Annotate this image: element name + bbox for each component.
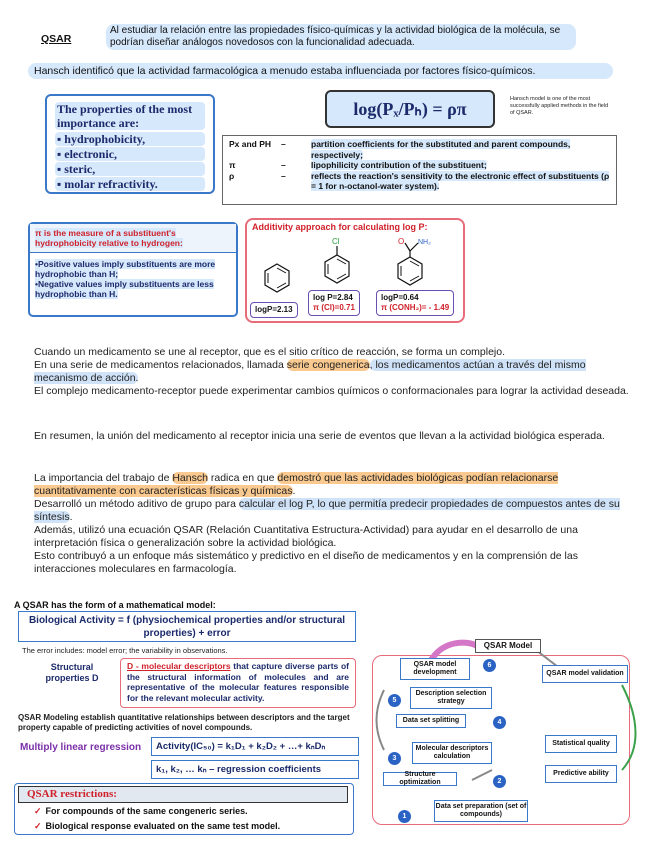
definition-key: Px and PH (229, 139, 272, 149)
paragraph-text: . (292, 485, 296, 497)
descriptor-box (120, 658, 356, 708)
activity-equation: Activity(IC₅₀) = k₁D₁ + k₂D₂ + …+ kₙDₙ (151, 737, 359, 756)
pi-positive (35, 259, 231, 279)
chlorine-pi: π (Cl)=0.71 (313, 303, 355, 312)
restriction-item (34, 821, 280, 832)
check-icon: ✓ (34, 821, 42, 831)
paragraph-line (34, 498, 629, 524)
step-number: 5 (388, 694, 401, 707)
benzene-structure (262, 262, 292, 294)
paragraph-line (34, 472, 629, 498)
paragraph-block-2 (34, 430, 629, 443)
restrictions-heading: QSAR restrictions: (18, 786, 348, 803)
definition-value: reflects the reaction's sensitivity to the electronic effect of substituents (ρ = 1 for n-octanol-water system). (311, 170, 610, 191)
chlorobenzene-logp-box (308, 290, 360, 316)
pi-title-text: π is the measure of a substituent's hydrophobicity relative to hydrogen: (35, 228, 183, 248)
definition-value: partition coefficients for the substituted and parent compounds, respectively; (311, 139, 571, 160)
step-number: 1 (398, 810, 411, 823)
restriction-text: Biological response evaluated on the same test model. (45, 821, 281, 831)
paragraph-text: , los medicamentos actúan a través del mismo mecanismo de acción. (34, 359, 586, 384)
benzene-logp: logP=2.13 (255, 305, 293, 314)
paragraph-line: Esto contribuyó a un enfoque más sistemático y predictivo en el diseño de medicamentos y en la comprensión de las interacciones moleculares en farmacología. (34, 550, 578, 575)
pi-definition-box (28, 222, 238, 317)
restriction-text: For compounds of the same congeneric series. (45, 806, 248, 816)
definition-value-wrap (311, 139, 610, 160)
definition-dash: – (281, 160, 286, 170)
benzene-logp-box (250, 302, 298, 318)
mlr-label: Multiply linear regression (20, 742, 142, 753)
definition-dash: – (281, 170, 286, 181)
predictive-ability-node: Predictive ability (545, 765, 617, 783)
step-number: 3 (388, 752, 401, 765)
additivity-title: Additivity approach for calculating log P: (252, 222, 428, 232)
amine-label: NH₂ (418, 239, 431, 246)
paragraph-line (34, 359, 629, 385)
paragraph-line: Cuando un medicamento se une al receptor, que es el sitio crítico de reacción, se forma un complejo. (34, 346, 506, 358)
definitions-box (222, 135, 617, 205)
paragraph-line: El complejo medicamento-receptor puede experimentar cambios químicos o conformacionales para lograr la actividad deseada. (34, 385, 629, 397)
pi-negative (35, 279, 231, 299)
model-validation-node: QSAR model validation (542, 665, 628, 683)
properties-box (45, 94, 215, 194)
pi-negative-text: •Negative values imply substituents are less hydrophobic than H. (35, 279, 214, 299)
definition-key: ρ (229, 170, 235, 181)
equation-note: Hansch model is one of the most successfully applied methods in the field of QSAR. (510, 96, 609, 116)
error-note: The error includes: model error; the variability in observations. (22, 646, 228, 655)
qsar-heading: QSAR (41, 33, 72, 45)
pi-positive-text: •Positive values imply substituents are more hydrophobic than H; (35, 259, 216, 279)
property-item: ▪ electronic, (55, 147, 205, 161)
structure-optimization-node: Structure optimization (383, 772, 457, 786)
definition-row (229, 160, 610, 171)
highlight-demonstrated: demostró que las actividades biológicas podían relacionarse cuantitativamente con características físicas y químicas (34, 472, 559, 497)
data-preparation-node: Data set preparation (set of compounds) (434, 800, 528, 822)
restriction-item (34, 806, 248, 817)
model-form-heading: A QSAR has the form of a mathematical model: (14, 600, 216, 610)
bioactivity-equation: Biological Activity = f (physiochemical properties and/or structural properties) + error (18, 611, 356, 642)
chlorine-label: Cl (332, 237, 340, 246)
structural-properties-label: Structural properties D (45, 662, 99, 683)
modeling-statement: QSAR Modeling establish quantitative relationships between descriptors and the target property capable of predicting activities of novel compounds. (18, 713, 350, 732)
benzamide-logp-box (376, 290, 454, 316)
paragraph-text: En una serie de medicamentos relacionados, llamada (34, 359, 287, 371)
paragraph-line: Además, utilizó una ecuación QSAR (Relación Cuantitativa Estructura-Actividad) para ayudar en el desarrollo de una interpretación física o generalización sobre la actividad biológica. (34, 524, 578, 549)
property-item: ▪ molar refractivity. (55, 177, 205, 191)
highlight-congeneric: serie congenerica (286, 359, 370, 371)
properties-list (55, 132, 205, 191)
property-item: ▪ steric, (55, 162, 205, 176)
conh2-pi: π (CONH₂)= - 1.49 (381, 303, 450, 312)
definition-row (229, 171, 610, 192)
oxygen-label: O (398, 237, 405, 246)
definition-key: π (229, 160, 236, 170)
step-number: 6 (483, 659, 496, 672)
qsar-model-node: QSAR Model (475, 639, 541, 653)
descriptor-text: that capture diverse parts of the structural information of molecules and are representative of the molecular features responsible for the relevant molecular activity. (127, 661, 349, 703)
chlorobenzene-structure (320, 235, 354, 287)
paragraph-text: Desarrolló un método aditivo de grupo para (34, 498, 239, 510)
statistical-quality-node: Statistical quality (545, 735, 617, 753)
step-number: 2 (493, 775, 506, 788)
hansch-statement: Hansch identificó que la actividad farmacológica a menudo estaba influenciada por factores físico-químicos. (28, 63, 613, 79)
paragraph-text: La importancia del trabajo de (34, 472, 173, 484)
benzamide-logp: logP=0.64 (381, 293, 419, 302)
definition-value-wrap (311, 160, 610, 171)
property-item: ▪ hydrophobicity, (55, 132, 205, 146)
descriptor-calc-node: Molecular descriptors calculation (412, 742, 492, 764)
benzamide-structure (392, 235, 442, 287)
definition-value: lipophilicity contribution of the substituent; (311, 160, 487, 170)
paragraph-block-3 (34, 472, 629, 576)
paragraph-text: radica en que (207, 472, 278, 484)
properties-heading: The properties of the most importance are: (55, 102, 205, 130)
descriptor-selection-node: Description selection strategy (410, 687, 492, 709)
pi-title (30, 224, 236, 253)
data-splitting-node: Data set splitting (396, 714, 466, 728)
chlorobenzene-logp: log P=2.84 (313, 293, 353, 302)
highlight-hansch: Hansch (172, 472, 208, 484)
paragraph-line: En resumen, la unión del medicamento al receptor inicia una serie de eventos que llevan a la actividad biológica esperada. (34, 430, 605, 442)
descriptor-term: D - molecular descriptors (127, 661, 231, 671)
intro-text: Al estudiar la relación entre las propiedades físico-químicas y la actividad biológica de la molécula, se podrían diseñar análogos novedosos con la funcionalidad adecuada. (106, 24, 576, 50)
hansch-equation: log(Pₓ/Pₕ) = ρπ (325, 90, 495, 128)
definition-row (229, 139, 610, 160)
highlight-logp: calcular el log P, lo que permitía predecir propiedades de compuestos antes de su síntesis (34, 498, 620, 523)
check-icon: ✓ (34, 806, 42, 816)
pi-body (30, 253, 236, 305)
paragraph-text: . (69, 511, 73, 523)
step-number: 4 (493, 716, 506, 729)
coefficients-definition: k₁, k₂, … kₙ – regression coefficients (151, 760, 359, 779)
model-development-node: QSAR model development (400, 658, 470, 680)
definition-dash: – (281, 139, 286, 149)
paragraph-block-1 (34, 346, 629, 398)
definition-value-wrap (311, 171, 610, 192)
